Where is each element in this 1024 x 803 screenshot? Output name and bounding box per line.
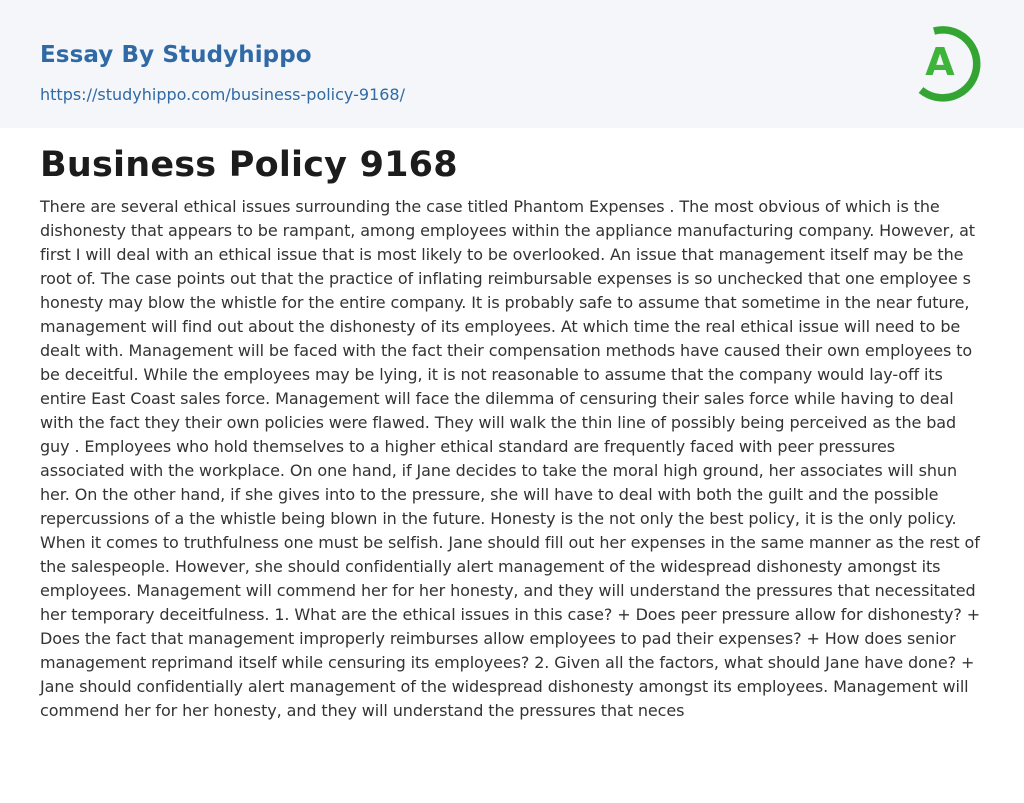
essay-url-link[interactable]: https://studyhippo.com/business-policy-9168/	[40, 85, 405, 104]
studyhippo-logo-icon[interactable]	[912, 19, 986, 105]
site-brand[interactable]: Essay By Studyhippo	[40, 42, 312, 68]
logo-letter: A	[925, 40, 955, 84]
site-header	[0, 0, 1024, 128]
essay-body: There are several ethical issues surrounding the case titled Phantom Expenses . The most obvious of which is the dishonesty that appears to be rampant, among employees within the appliance manufacturing company. However, at first I will deal with an ethical issue that is most likely to be overlooked. An issue that management itself may be the root of. The case points out that the practice of inflating reimbursable expenses is so unchecked that one employee s honesty may blow the whistle for the entire company. It is probably safe to assume that sometime in the near future, management will find out about the dishonesty of its employees. At which time the real ethical issue will need to be dealt with. Management will be faced with the fact their compensation methods have caused their own employees to be deceitful. While the employees may be lying, it is not reasonable to assume that the company would lay-off its entire East Coast sales force. Management will face the dilemma of censuring their sales force while having to deal with the fact they their own policies were flawed. They will walk the thin line of possibly being perceived as the bad guy . Employees who hold themselves to a higher ethical standard are frequently faced with peer pressures associated with the workplace. On one hand, if Jane decides to take the moral high ground, her associates will shun her. On the other hand, if she gives into to the pressure, she will have to deal with both the guilt and the possible repercussions of a the whistle being blown in the future. Honesty is the not only the best policy, it is the only policy. When it comes to truthfulness one must be selfish. Jane should fill out her expenses in the same manner as the rest of the salespeople. However, she should confidentially alert management of the widespread dishonesty amongst its employees. Management will commend her for her honesty, and they will understand the pressures that necessitated her temporary deceitfulness. 1. What are the ethical issues in this case? + Does peer pressure allow for dishonesty? + Does the fact that management improperly reimburses allow employees to pad their expenses? + How does senior management reprimand itself while censuring its employees? 2. Given all the factors, what should Jane have done? + Jane should confidentially alert management of the widespread dishonesty amongst its employees. Management will commend her for her honesty, and they will understand the pressures that neces	[40, 197, 981, 720]
page-title: Business Policy 9168	[40, 145, 458, 185]
